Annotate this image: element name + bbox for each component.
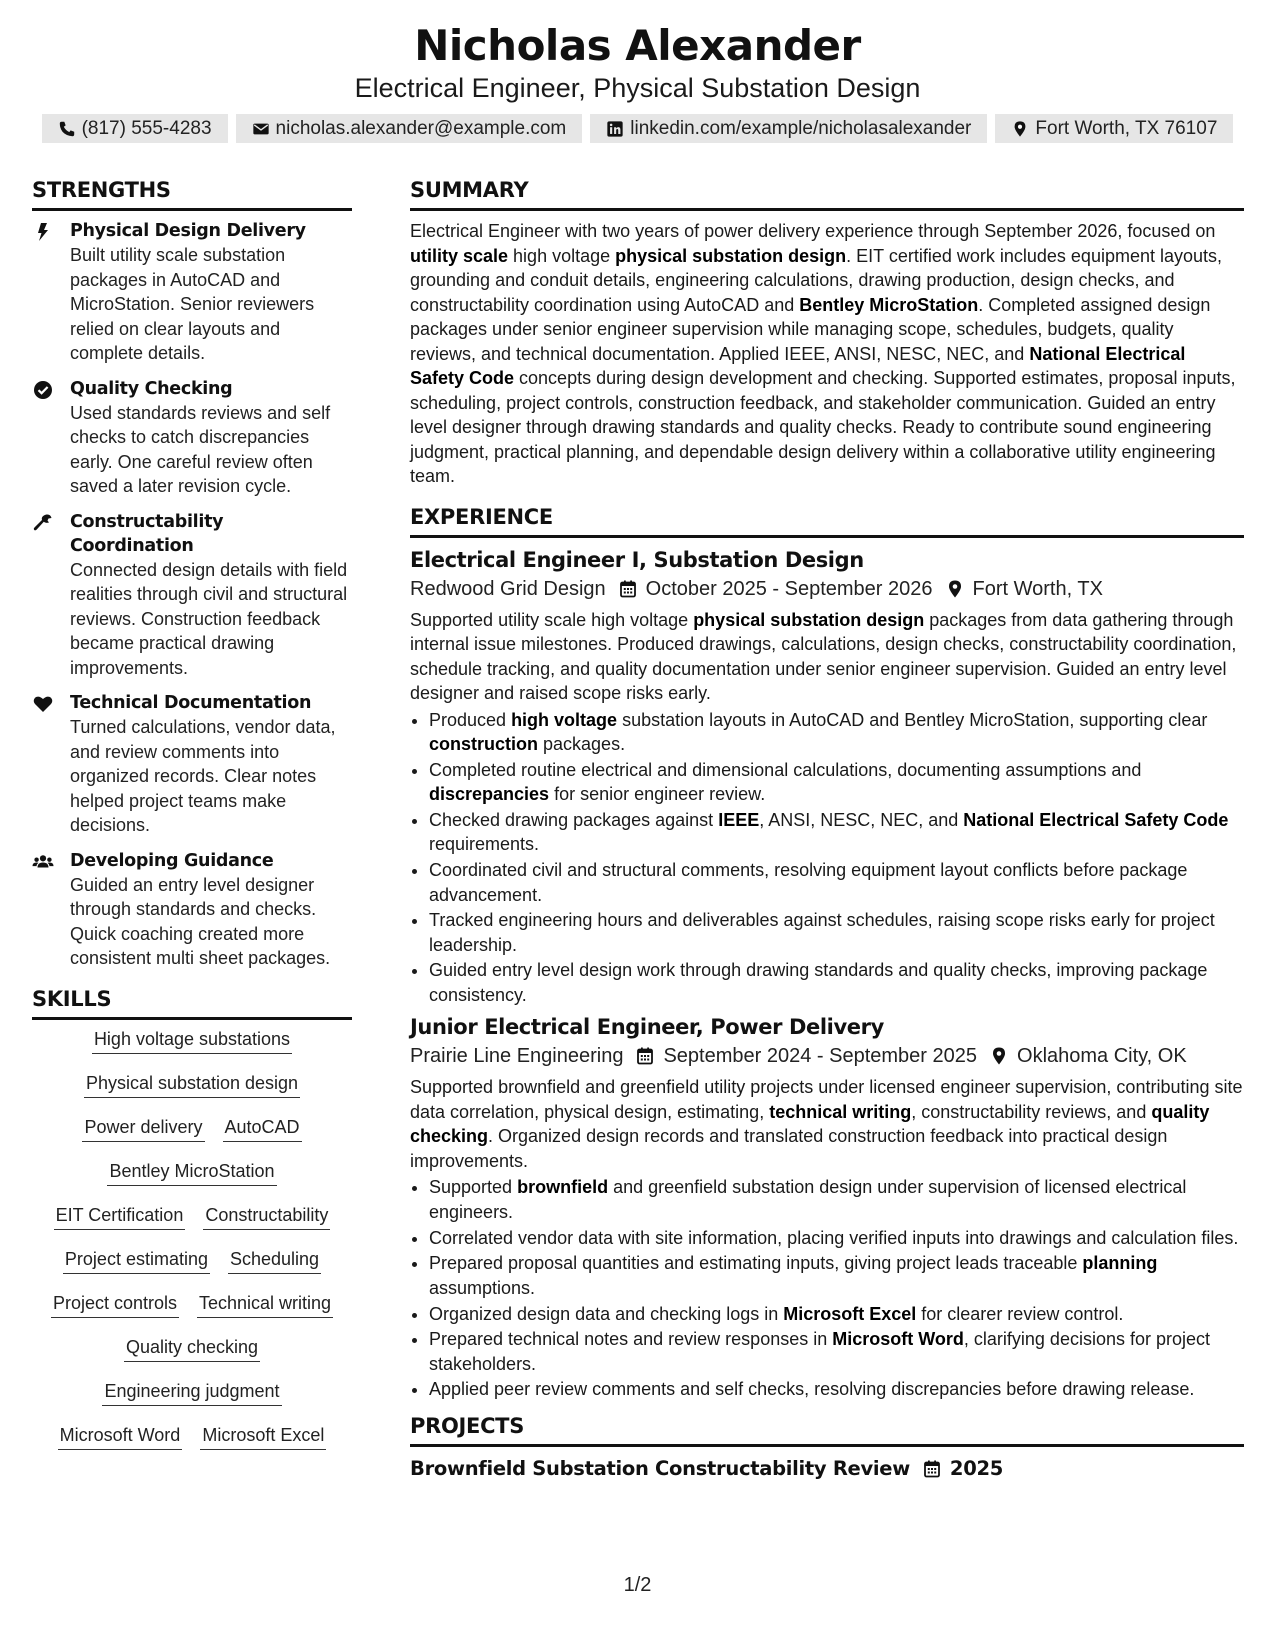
contact-bar (0, 114, 1275, 143)
skill-row (32, 1380, 352, 1406)
linkedin-icon (606, 120, 624, 138)
skill-tag: AutoCAD (223, 1116, 302, 1142)
skill-tag: High voltage substations (92, 1028, 292, 1054)
contact-text[interactable]: nicholas.alexander@example.com (275, 118, 567, 139)
contact-text[interactable]: linkedin.com/example/nicholasalexander (630, 118, 972, 139)
project-year: 2025 (949, 1456, 1003, 1480)
location-pin-icon (945, 579, 965, 599)
skill-tag: Technical writing (197, 1292, 333, 1318)
skill-row (32, 1116, 352, 1142)
strength-title: Developing Guidance (70, 850, 274, 871)
job-title: Junior Electrical Engineer, Power Delivery (410, 1015, 884, 1040)
strength-item (32, 219, 352, 366)
job-bullet: • Applied peer review comments and self checks, resolving discrepancies before drawing release. (429, 1377, 1244, 1402)
job-summary: Supported brownfield and greenfield utility projects under licensed engineer supervision, contributing site data correlation, physical design, estimating, technical writing, constructability reviews, and quality checking. Organized design records and translated construction feedback into practical design improvements. (410, 1077, 1243, 1171)
job-bullet: • Organized design data and checking logs in Microsoft Excel for clearer review control. (429, 1302, 1244, 1327)
strength-title: Physical Design Delivery (70, 221, 306, 241)
projects-list (410, 1455, 1244, 1483)
calendar-icon (922, 1459, 942, 1479)
strengths-list (32, 219, 352, 971)
projects-heading: PROJECTS (410, 1412, 1244, 1447)
job-dates: October 2025 - September 2026 (645, 577, 933, 600)
job-location: Oklahoma City, OK (1017, 1045, 1187, 1068)
project-entry (410, 1455, 1244, 1483)
skill-row (32, 1160, 352, 1186)
wrench-icon (32, 512, 54, 534)
skill-tag: EIT Certification (54, 1204, 186, 1230)
job-location: Fort Worth, TX (972, 577, 1103, 600)
job-dates: September 2024 - September 2025 (663, 1045, 978, 1068)
skill-row (32, 1028, 352, 1054)
strength-item (32, 849, 352, 971)
skill-tag: Microsoft Excel (200, 1424, 326, 1450)
envelope-icon (252, 120, 270, 138)
job-meta (410, 574, 1244, 604)
experience-heading: EXPERIENCE (410, 503, 1244, 538)
skill-row (32, 1204, 352, 1230)
project-title: Brownfield Substation Constructability Review (410, 1456, 910, 1480)
job-bullet: • Guided entry level design work through drawing standards and quality checks, improving package consistency. (429, 958, 1244, 1007)
lightning-bolt-icon (32, 221, 54, 243)
job-title: Electrical Engineer I, Substation Design (410, 547, 864, 572)
skill-row (32, 1336, 352, 1362)
strength-description: Used standards reviews and self checks to catch discrepancies early. One careful review often saved a later revision cycle. (70, 402, 331, 496)
job-entry (410, 1013, 1244, 1401)
map-pin-icon (1011, 120, 1029, 138)
job-bullet: • Checked drawing packages against IEEE, ANSI, NESC, NEC, and National Electrical Safety Code requirements. (429, 808, 1244, 857)
skill-tag: Physical substation design (84, 1072, 300, 1098)
strength-title: Quality Checking (70, 378, 233, 399)
job-entry (410, 546, 1244, 1008)
job-bullets (410, 708, 1244, 1008)
job-summary: Supported utility scale high voltage physical substation design packages from data gathering through internal issue milestones. Produced drawings, calculations, design checks, constructability coordination, schedule tracking, and quality documentation under senior engineer supervision. Guided an entry level designer and raised scope risks early. (410, 609, 1237, 703)
skill-tag: Microsoft Word (58, 1424, 183, 1450)
strength-description: Connected design details with field realities through civil and structural reviews. Construction feedback became practical drawing improvements. (70, 559, 348, 678)
skill-row (32, 1072, 352, 1098)
skill-tag: Power delivery (82, 1116, 204, 1142)
skill-tag: Quality checking (124, 1336, 260, 1362)
skill-row (32, 1248, 352, 1274)
calendar-icon (635, 1046, 655, 1066)
strength-title: Constructability Coordination (70, 511, 224, 556)
phone-icon (58, 120, 76, 138)
strength-item (32, 691, 352, 838)
skill-tag: Project controls (51, 1292, 179, 1318)
strength-description: Guided an entry level designer through standards and checks. Quick coaching created more consistent multi sheet packages. (70, 874, 331, 968)
location-pin-icon (989, 1046, 1009, 1066)
strength-description: Built utility scale substation packages in AutoCAD and MicroStation. Senior reviewers relied on clear layouts and complete details. (70, 245, 315, 363)
summary-heading: SUMMARY (410, 176, 1244, 211)
strength-title: Technical Documentation (70, 693, 312, 713)
job-bullet: • Completed routine electrical and dimensional calculations, documenting assumptions and discrepancies for senior engineer review. (429, 758, 1244, 807)
heart-icon (32, 693, 54, 715)
strength-description: Turned calculations, vendor data, and review comments into organized records. Clear notes helped project teams make decisions. (70, 717, 336, 835)
users-icon (32, 851, 54, 873)
job-bullets (410, 1175, 1244, 1401)
skill-row (32, 1424, 352, 1450)
skill-tag: Constructability (203, 1204, 330, 1230)
page-number: 1/2 (623, 1574, 652, 1596)
skill-tag: Scheduling (228, 1248, 321, 1274)
job-bullet: • Correlated vendor data with site information, placing verified inputs into drawings and calculation files. (429, 1226, 1244, 1251)
job-company: Redwood Grid Design (410, 577, 606, 600)
experience-list (410, 546, 1244, 1402)
calendar-icon (618, 579, 638, 599)
skill-tag: Bentley MicroStation (107, 1160, 276, 1186)
strength-item (32, 510, 352, 681)
resume-header (0, 20, 1275, 143)
check-circle-icon (32, 379, 54, 401)
right-column (410, 176, 1244, 1483)
strength-item (32, 377, 352, 499)
contact-chip[interactable] (236, 114, 583, 143)
job-meta (410, 1041, 1244, 1071)
job-bullet: • Coordinated civil and structural comments, resolving equipment layout conflicts before package advancement. (429, 858, 1244, 907)
skill-row (32, 1292, 352, 1318)
contact-text[interactable]: (817) 555-4283 (81, 118, 212, 139)
contact-chip[interactable] (590, 114, 987, 143)
job-bullet: • Prepared technical notes and review responses in Microsoft Word, clarifying decisions for project stakeholders. (429, 1327, 1244, 1376)
left-column (32, 176, 352, 1468)
job-bullet: • Tracked engineering hours and deliverables against schedules, raising scope risks early for project leadership. (429, 908, 1244, 957)
job-bullet: • Prepared proposal quantities and estimating inputs, giving project leads traceable planning assumptions. (429, 1251, 1244, 1300)
contact-text[interactable]: Fort Worth, TX 76107 (1035, 118, 1218, 139)
summary-text: Electrical Engineer with two years of power delivery experience through September 2026, focused on utility scale high voltage physical substation design. EIT certified work includes equipment layouts, grounding and conduit details, engineering calculations, drawing production, design checks, and constructability coordination using AutoCAD and Bentley MicroStation. Completed assigned design packages under senior engineer supervision while managing scope, schedules, budgets, quality reviews, and technical documentation. Applied IEEE, ANSI, NESC, NEC, and National Electrical Safety Code concepts during design development and checking. Supported estimates, proposal inputs, scheduling, project controls, construction feedback, and stakeholder communication. Guided an entry level designer through drawing standards and quality checks. Ready to contribute sound engineering judgment, practical planning, and dependable design delivery within a collaborative utility engineering team. (410, 221, 1236, 486)
contact-chip[interactable] (995, 114, 1233, 143)
skills-heading: SKILLS (32, 985, 352, 1020)
skill-tag: Project estimating (63, 1248, 210, 1274)
job-bullet: • Produced high voltage substation layouts in AutoCAD and Bentley MicroStation, supporting clear construction packages. (429, 708, 1244, 757)
strengths-heading: STRENGTHS (32, 176, 352, 211)
candidate-tagline: Electrical Engineer, Physical Substation Design (354, 73, 921, 103)
job-bullet: • Supported brownfield and greenfield substation design under supervision of licensed electrical engineers. (429, 1175, 1244, 1224)
contact-chip[interactable] (42, 114, 228, 143)
skills-list (32, 1028, 352, 1450)
skill-tag: Engineering judgment (102, 1380, 281, 1406)
candidate-name: Nicholas Alexander (414, 21, 861, 70)
job-company: Prairie Line Engineering (410, 1045, 624, 1068)
